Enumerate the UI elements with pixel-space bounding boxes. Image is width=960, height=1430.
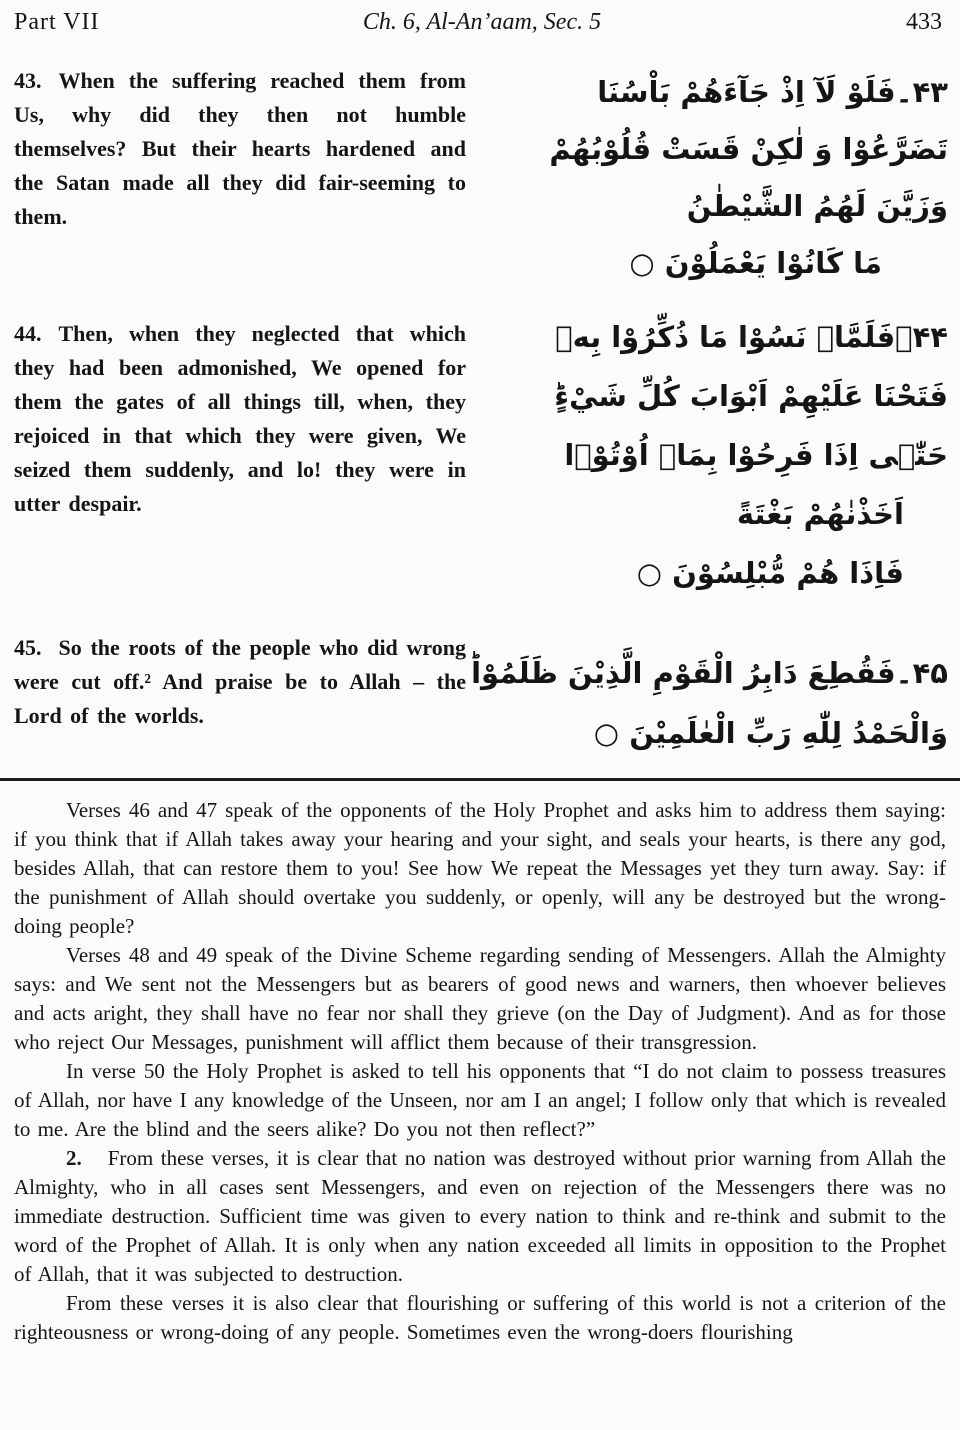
header-part-label: Part VII — [14, 9, 100, 35]
commentary-paragraph-5: From these verses it is also clear that flourishing or suffering of this world is not a criterion of the righteousness or wrong-doing of any people. Sometimes even the wrong-doers flourishing — [14, 1291, 946, 1344]
verse-44-number: 44. — [14, 321, 42, 346]
arabic-line: ۴۵۔فَقُطِعَ دَابِرُ الْقَوْمِ الَّذِيْنَ ظَلَمُوْاؕ — [471, 656, 948, 690]
footnote-number: 2. — [66, 1146, 82, 1170]
verse-row-44 — [14, 306, 950, 603]
header-page-number: 433 — [906, 9, 942, 35]
verse-43-english — [14, 64, 466, 234]
arabic-line: مَا كَانُوْا يَعْمَلُوْنَ ○ — [629, 246, 882, 280]
verses-section — [14, 64, 950, 763]
verse-44-english — [14, 306, 466, 521]
arabic-line: ۴۳۔فَلَوْ لَآ اِذْ جَآءَهُمْ بَاْسُنَا — [597, 75, 948, 109]
arabic-line: تَضَرَّعُوْا وَ لٰكِنْ قَسَتْ قُلُوْبُهُمْ — [549, 132, 948, 166]
footnote-text: From these verses, it is clear that no nation was destroyed without prior warning from Allah the Almighty, who in all cases sent Messengers, and even on rejection of the Messengers there was no immediate destruction. Sufficient time was given to every nation to think and re-think and submit to the word of the Prophet of Allah. It is only when any nation exceeded all limits in opposition to the Prophet of Allah, that it was subjected to destruction. — [14, 1146, 946, 1286]
verse-45-english — [14, 627, 466, 733]
verse-45-arabic — [471, 627, 950, 763]
section-divider-rule — [0, 778, 960, 781]
verse-43-english-text: When the suffering reached them from Us, why did they then not humble themselves? But their hearts hardened and the Satan made all they did fair-seeming to them. — [14, 68, 466, 229]
verse-row-43 — [14, 64, 950, 292]
arabic-line: فَاِذَا هُمْ مُّبْلِسُوْنَ ○ — [636, 556, 904, 590]
verse-43-number: 43. — [14, 68, 42, 93]
verse-44-arabic — [478, 306, 950, 603]
commentary-section — [14, 796, 950, 1347]
arabic-line: حَتّٰۤى اِذَا فَرِحُوْا بِمَاۤ اُوْتُوْۤا — [564, 438, 948, 472]
header-chapter-title: Ch. 6, Al-An’aam, Sec. 5 — [362, 9, 602, 35]
commentary-paragraph-footnote-2 — [14, 1144, 946, 1289]
page-header — [14, 8, 950, 38]
arabic-line: وَزَيَّنَ لَهُمُ الشَّيْطٰنُ — [686, 189, 948, 223]
arabic-line: ۴۴۔فَلَمَّاۤ نَسُوْا مَا ذُكِّرُوْا بِهٖ — [555, 320, 948, 354]
commentary-paragraph-1: Verses 46 and 47 speak of the opponents of the Holy Prophet and asks him to address them saying: if you think that if Allah takes away your hearing and your sight, and seals your hearts, is there any god, besides Allah, that can restore them to you! See how We repeat the Messages yet they turn away. Say: if the punishment of Allah should overtake you suddenly, or openly, will any be destroyed but the wrong-doing people? — [14, 798, 946, 938]
verse-45-number: 45. — [14, 635, 42, 660]
verse-44-english-text: Then, when they neglected that which they had been admonished, We opened for them the gates of all things till, when, they rejoiced in that which they were given, We seized them suddenly, and lo! they were in utter despair. — [14, 321, 466, 516]
verse-row-45 — [14, 627, 950, 763]
commentary-paragraph-3: In verse 50 the Holy Prophet is asked to tell his opponents that “I do not claim to possess treasures of Allah, nor have I any knowledge of the Unseen, nor am I an angel; I follow only that which is revealed to me. Are the blind and the seers alike? Do you not then reflect?” — [14, 1059, 946, 1141]
arabic-line: اَخَذْنٰهُمْ بَغْتَةً — [736, 497, 904, 531]
commentary-paragraph-2: Verses 48 and 49 speak of the Divine Scheme regarding sending of Messengers. Allah the Almighty says: and We sent not the Messengers but as bearers of good news and warners, then whoever believes and acts aright, they shall have no fear nor shall they grieve (on the Day of Judgment). And as for those who reject Our Messages, punishment will afflict them because of their transgression. — [14, 943, 946, 1054]
arabic-line: وَالْحَمْدُ لِلّٰهِ رَبِّ الْعٰلَمِيْنَ ○ — [593, 716, 948, 750]
verse-43-arabic — [478, 64, 950, 292]
verse-45-english-text: So the roots of the people who did wrong were cut off.² And praise be to Allah – the Lord of the worlds. — [14, 635, 466, 728]
arabic-line: فَتَحْنَا عَلَيْهِمْ اَبْوَابَ كُلِّ شَيْءٍؕ — [554, 379, 948, 413]
